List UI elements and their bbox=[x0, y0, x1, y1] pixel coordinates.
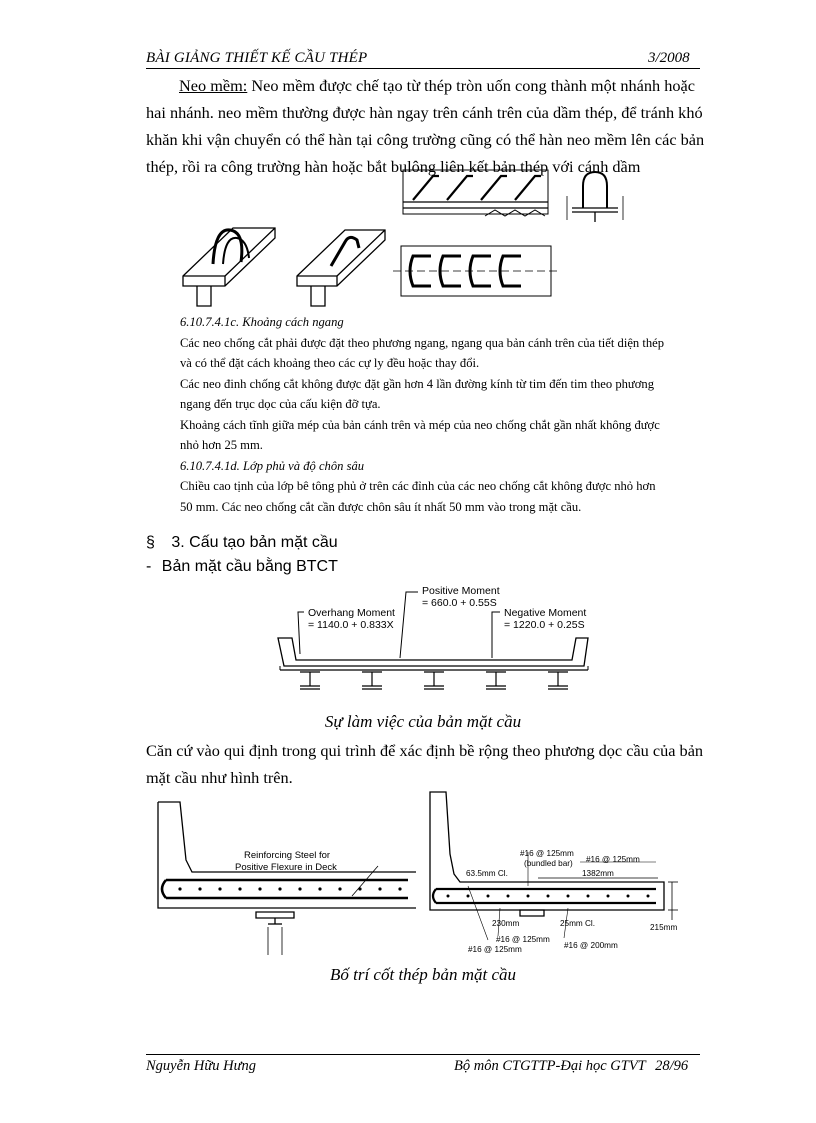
header-rule bbox=[146, 68, 700, 69]
spec-p1b: và có thể đặt cách khoảng theo các cự ly đều hoặc thay đổi. bbox=[180, 356, 480, 370]
r-cl-63: 63.5mm Cl. bbox=[466, 869, 508, 878]
shear-connector-figure bbox=[175, 168, 625, 313]
reinforcement-figure-left bbox=[152, 800, 422, 965]
r-215: 215mm bbox=[650, 923, 678, 932]
spec-heading-1: 6.10.7.4.1c. Khoảng cách ngang bbox=[180, 315, 344, 329]
spec-block bbox=[180, 312, 712, 517]
header-title: BÀI GIẢNG THIẾT KẾ CẦU THÉP bbox=[146, 50, 368, 66]
positive-moment-formula: = 660.0 + 0.55S bbox=[422, 597, 497, 609]
intro-term: Neo mềm: bbox=[179, 76, 248, 95]
intro-paragraph bbox=[146, 72, 712, 180]
negative-moment-formula: = 1220.0 + 0.25S bbox=[504, 619, 585, 631]
r-1382: 1382mm bbox=[582, 869, 614, 878]
overhang-moment-formula: = 1140.0 + 0.833X bbox=[308, 619, 394, 631]
left-label-line-1: Reinforcing Steel for bbox=[244, 850, 331, 861]
intro-line-2: hai nhánh. neo mềm thường được hàn ngay trên cánh trên của dầm thép, để tránh khó bbox=[146, 103, 703, 122]
spec-p1a: Các neo chống cắt phải được đặt theo phương ngang, ngang qua bản cánh trên của tiết diện thép bbox=[180, 335, 665, 350]
left-label-line-2: Positive Flexure in Deck bbox=[235, 862, 337, 873]
r-bar-1: #16 @ 125mm bbox=[520, 849, 574, 858]
footer-dept bbox=[454, 1058, 688, 1075]
body2-line-1: Căn cứ vào qui định trong qui trình để xác định bề rộng theo phương dọc cầu của bản bbox=[146, 741, 704, 760]
r-bar-5: #16 @ 200mm bbox=[564, 941, 618, 950]
overhang-moment-label: Overhang Moment bbox=[308, 607, 395, 619]
r-bar-2: #16 @ 125mm bbox=[586, 855, 640, 864]
intro-line-4: thép, rồi ra công trường hàn hoặc bắt bulông liên kết bản thép với cánh dầm bbox=[146, 157, 641, 176]
footer-rule bbox=[146, 1054, 700, 1055]
footer-author: Nguyễn Hữu Hưng bbox=[146, 1058, 257, 1074]
spec-p2a: Các neo đinh chống cắt không được đặt gần hơn 4 lần đường kính từ tim đến tim theo phương bbox=[180, 376, 655, 391]
footer-page: 28/96 bbox=[655, 1058, 689, 1074]
subsection-title: Bản mặt cầu bằng BTCT bbox=[161, 558, 338, 575]
figure1-caption: Sự làm việc của bản mặt cầu bbox=[324, 712, 522, 731]
r-25cl: 25mm Cl. bbox=[560, 919, 596, 928]
reinforcement-figure-right bbox=[428, 790, 684, 960]
r-230: 230mm bbox=[492, 919, 520, 928]
spec-p4b: 50 mm. Các neo chống cắt cần được chôn sâu ít nhất 50 mm vào trong mặt cầu. bbox=[180, 499, 582, 514]
negative-moment-label: Negative Moment bbox=[504, 607, 587, 619]
body2-paragraph bbox=[146, 737, 712, 791]
section-heading bbox=[146, 534, 338, 552]
footer-dept-text: Bộ môn CTGTTP-Đại học GTVT bbox=[454, 1058, 646, 1074]
spec-p2b: ngang đến trục dọc của cấu kiện đỡ tựa. bbox=[180, 397, 381, 411]
body2-line-2: mặt cầu như hình trên. bbox=[146, 768, 293, 787]
section-bullet: § bbox=[146, 534, 155, 551]
positive-moment-label: Positive Moment bbox=[422, 585, 500, 597]
header-date: 3/2008 bbox=[648, 50, 690, 66]
deck-moment-figure bbox=[270, 578, 600, 710]
spec-p3a: Khoảng cách tĩnh giữa mép của bản cánh trên và mép của neo chống chắt gần nhất không được bbox=[180, 417, 660, 432]
spec-p3b: nhỏ hơn 25 mm. bbox=[180, 438, 263, 452]
spec-heading-2: 6.10.7.4.1d. Lớp phủ và độ chôn sâu bbox=[180, 458, 365, 473]
r-bundled: (bundled bar) bbox=[524, 859, 573, 868]
intro-line-1: Neo mềm: Neo mềm được chế tạo từ thép tròn uốn cong thành một nhánh hoặc bbox=[179, 76, 695, 95]
subsection-heading bbox=[146, 558, 338, 576]
figure2-caption: Bố trí cốt thép bản mặt cầu bbox=[329, 965, 517, 984]
intro-line-3: khăn khi vận chuyển có thể hàn tại công trường cũng có thể hàn neo mềm lên các bản bbox=[146, 130, 705, 149]
subsection-dash: - bbox=[146, 558, 152, 575]
spec-p4a: Chiều cao tịnh của lớp bê tông phủ ở trên các đỉnh của các neo chống cắt không được nhỏ hơn bbox=[180, 479, 656, 493]
r-bar-3: #16 @ 125mm bbox=[496, 935, 550, 944]
section-title: 3. Cấu tạo bản mặt cầu bbox=[171, 534, 338, 551]
r-bar-4: #16 @ 125mm bbox=[468, 945, 522, 954]
